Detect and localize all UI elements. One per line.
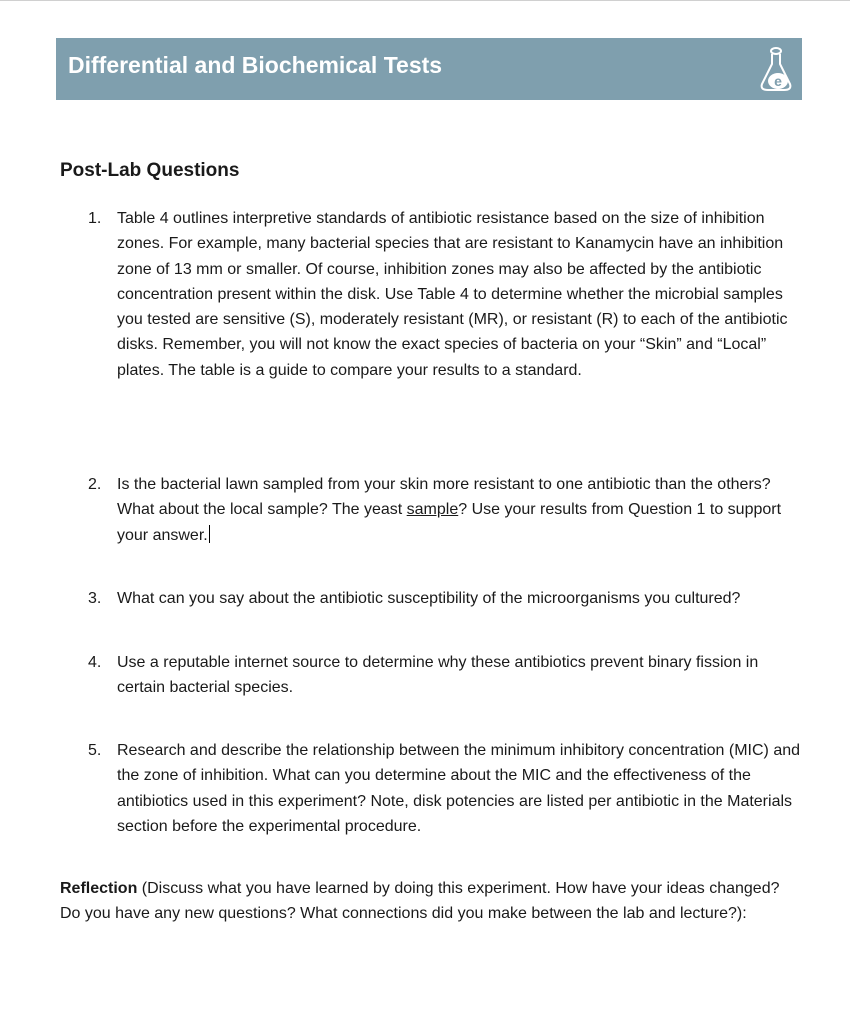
question-text-part: Is the bacterial lawn sampled from your skin more resistant to one antibiotic than the others? What about the local sample? The yeast <box>117 476 771 519</box>
question-text: Research and describe the relationship between the minimum inhibitory concentration (MIC) and the zone of inhibition. What can you determine about the MIC and the effectiveness of the antibiotics used in this experiment? Note, disk potencies are listed per antibiotic in the Materials section before the experimental procedure. <box>117 742 801 835</box>
reflection-label: Reflection <box>60 880 138 897</box>
question-number: 2. <box>88 476 102 493</box>
reflection-prompt <box>60 876 790 927</box>
header-title: Differential and Biochemical Tests <box>68 52 443 78</box>
flask-e-icon <box>756 46 796 94</box>
question-text: What can you say about the antibiotic susceptibility of the microorganisms you cultured? <box>117 590 741 607</box>
spellcheck-underlined-word[interactable]: sample <box>406 501 459 519</box>
question-text: Table 4 outlines interpretive standards of antibiotic resistance based on the size of inhibition zones. For example, many bacterial species that are resistant to Kanamycin have an inhibition zone of 13 mm or smaller. Of course, inhibition zones may also be affected by the antibiotic concentration present within the disk. Use Table 4 to determine whether the microbial samples you tested are sensitive (S), moderately resistant (MR), or resistant (R) to each of the antibiotic disks. Remember, you will not know the exact species of bacteria on your “Skin” and “Local” plates. The table is a guide to compare your results to a standard. <box>117 210 788 379</box>
question-4 <box>88 650 808 701</box>
question-number: 1. <box>88 210 102 227</box>
reflection-text: (Discuss what you have learned by doing this experiment. How have your ideas changed? Do you have any new questions? What connections did you make between the lab and lecture?): <box>60 880 780 923</box>
section-title: Post-Lab Questions <box>60 160 240 181</box>
question-2 <box>88 472 808 548</box>
question-number: 4. <box>88 654 102 671</box>
question-number: 3. <box>88 590 102 607</box>
header-banner <box>56 38 802 100</box>
question-text: Use a reputable internet source to determine why these antibiotics prevent binary fission in certain bacterial species. <box>117 654 759 697</box>
svg-text:e: e <box>774 73 782 89</box>
question-5 <box>88 738 808 839</box>
question-text <box>117 472 808 548</box>
question-3 <box>88 586 808 611</box>
question-number: 5. <box>88 742 102 759</box>
question-1 <box>88 206 808 383</box>
question-text-part: ? Use your results from Question 1 to support your answer. <box>117 501 782 544</box>
text-cursor <box>209 525 210 543</box>
